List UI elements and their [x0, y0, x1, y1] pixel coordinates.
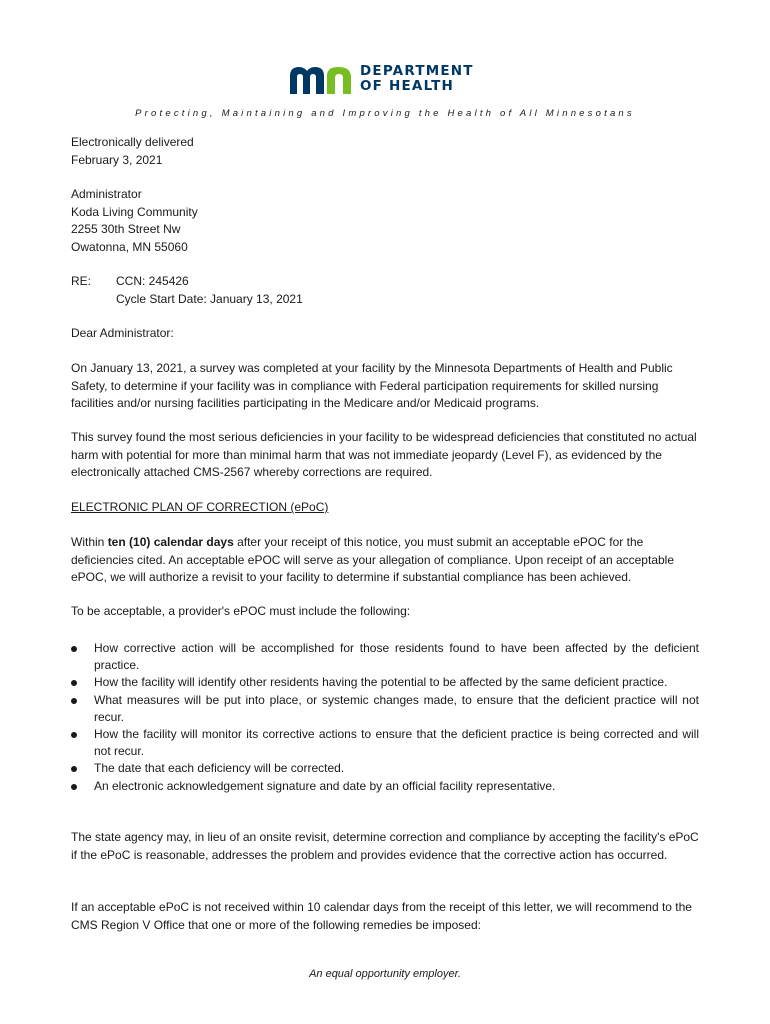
- delivery-method: Electronically delivered: [71, 135, 194, 149]
- bullet-icon: [71, 698, 77, 704]
- section-heading-epoc: ELECTRONIC PLAN OF CORRECTION (ePoC): [71, 500, 329, 514]
- tagline: Protecting, Maintaining and Improving the Health of All Minnesotans: [135, 108, 635, 119]
- logo-wordmark: [360, 64, 474, 94]
- paragraph-survey: On January 13, 2021, a survey was completed at your facility by the Minnesota Departments of Health and Public Safety, to determine if your facility was in compliance with Federal participation requirements for skilled nursing facilities and/or nursing facilities participating in the Medicare and/or Medicaid programs.: [71, 361, 673, 410]
- bullet-icon: [71, 732, 77, 738]
- logo-line-department: DEPARTMENT: [360, 63, 474, 79]
- logo-line-of-health: OF HEALTH: [360, 78, 455, 94]
- paragraph-findings: This survey found the most serious deficiencies in your facility to be widespread deficiencies that constituted no actual harm with potential for more than minimal harm that was not immediate jeopardy (Level F), as evidenced by the electronically attached CMS-2567 whereby corrections are required.: [71, 430, 697, 479]
- list-item: An electronic acknowledgement signature and date by an official facility representative.: [71, 778, 699, 795]
- list-item: The date that each deficiency will be corrected.: [71, 760, 699, 777]
- recipient-title: Administrator: [71, 187, 142, 201]
- paragraph-epoc-deadline: [71, 534, 701, 587]
- mdh-logo: [288, 64, 488, 98]
- paragraph-remedies: If an acceptable ePoC is not received within 10 calendar days from the receipt of this letter, we will recommend to the CMS Region V Office that one or more of the following remedies be imposed:: [71, 900, 692, 932]
- list-item: How corrective action will be accomplished for those residents found to have been affected by the deficient practice.: [71, 640, 699, 674]
- bullet-icon: [71, 766, 77, 772]
- recipient-city: Owatonna, MN 55060: [71, 239, 188, 254]
- letter-date: February 3, 2021: [71, 152, 163, 167]
- list-item: How the facility will identify other residents having the potential to be affected by the same deficient practice.: [71, 674, 699, 691]
- bullet-icon: [71, 680, 77, 686]
- footer-equal-opportunity: An equal opportunity employer.: [309, 968, 461, 980]
- deadline-intro: Within: [71, 535, 108, 549]
- re-ccn: CCN: 245426: [116, 274, 189, 288]
- recipient-street: 2255 30th Street Nw: [71, 222, 181, 236]
- mn-logo-icon: [288, 64, 356, 98]
- deadline-details: after your receipt of this notice, you must submit an acceptable ePOC for the deficiencies cited. An acceptable ePOC will serve as your allegation of compliance. Upon receipt of an acceptable ePOC, we will authorize a revisit to your facility to determine if substantial compliance has been achieved.: [71, 535, 675, 584]
- list-item: How the facility will monitor its corrective actions to ensure that the deficient practice is being corrected and will not recur.: [71, 726, 699, 760]
- bullet-icon: [71, 646, 77, 652]
- list-item: What measures will be put into place, or systemic changes made, to ensure that the deficient practice will not recur.: [71, 692, 699, 726]
- paragraph-state-agency: The state agency may, in lieu of an onsite revisit, determine correction and compliance by accepting the facility's ePoC if the ePoC is reasonable, addresses the problem and provides evidence that the corrective action has occurred.: [71, 830, 699, 862]
- recipient-address: [71, 186, 198, 256]
- requirements-list: [71, 640, 699, 795]
- paragraph-requirements-intro: To be acceptable, a provider's ePOC must include the following:: [71, 604, 411, 618]
- re-label: RE:: [71, 274, 92, 288]
- re-lines: [116, 273, 303, 308]
- recipient-facility: Koda Living Community: [71, 204, 198, 219]
- bullet-icon: [71, 784, 77, 790]
- salutation: Dear Administrator:: [71, 326, 174, 340]
- deadline-emphasis: ten (10) calendar days: [107, 535, 234, 549]
- delivery-block: [71, 134, 194, 169]
- re-cycle-start: Cycle Start Date: January 13, 2021: [116, 291, 303, 306]
